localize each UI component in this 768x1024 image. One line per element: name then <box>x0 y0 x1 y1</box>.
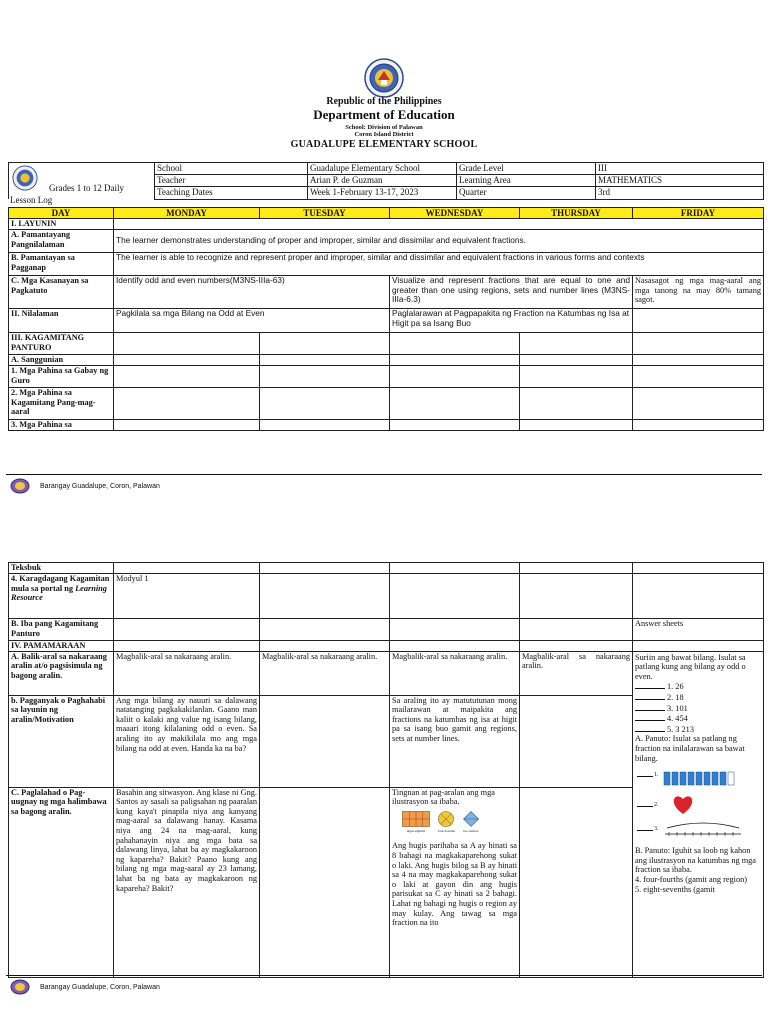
friday-part-b: B. Panuto: Iguhit sa loob ng kahon ang ilustrasyon na katumbas ng mga fraction sa ibaba. <box>635 846 756 875</box>
log-title-cell <box>9 163 155 205</box>
school-value: Guadalupe Elementary School <box>308 163 457 175</box>
grade-level-label: Grade Level <box>457 163 596 175</box>
presentation-wednesday: Tingnan at pag-aralan ang mga ilustrasyon sa ibaba. eight-eighths four-fourths two-halves Ang hugis parihaba sa A ay hinati sa 8 bahagi na magkakaparehong sukat o laki. Ang hugis bilog sa B ay hinati sa 4 na may magkakaparehong sukat o laki at gayon din ang hugis parisukat sa C ay hinati sa 2 bahagi. Lahat ng bahagi ng hugis o region ay may kulay. Ang tawag sa mga fraction na ito <box>390 787 520 977</box>
dates-value: Week 1-February 13-17, 2023 <box>308 187 457 199</box>
learning-area-label: Learning Area <box>457 175 596 187</box>
balik-aral-label: A. Balik-aral sa nakaraang aralin at/o pagsisimula ng bagong aralin. <box>9 651 114 695</box>
content-standard: The learner demonstrates understanding of proper and improper, similar and dissimilar and equivalent fractions. <box>114 230 764 253</box>
info-table <box>8 162 764 205</box>
friday-b5: 5. eight-sevenths (gamit <box>635 884 715 894</box>
paglalahad-label: C. Paglalahad o Pag-uugnay ng mga halimbawa sa bagong aralin. <box>9 787 114 977</box>
list-item: 5. 3 213 <box>635 724 761 735</box>
dll-table-page1 <box>8 207 764 431</box>
deped-seal-icon <box>364 58 404 98</box>
quarter-label: Quarter <box>457 187 596 199</box>
footer-2 <box>10 979 160 995</box>
pamantayang-label: A. Pamantayang Pangnilalaman <box>9 230 114 253</box>
monday-header: MONDAY <box>114 208 260 219</box>
review-thursday: Magbalik-aral sa nakaraang aralin. <box>520 651 633 695</box>
learning-area-value: MATHEMATICS <box>596 175 764 187</box>
circle-fraction-icon <box>438 811 454 827</box>
teksbuk-cont-label: Teksbuk <box>9 563 114 574</box>
school-title: GUADALUPE ELEMENTARY SCHOOL <box>290 139 478 150</box>
content-monday: Pagkilala sa mga Bilang na Odd at Even <box>114 309 390 333</box>
list-item: 2. 18 <box>635 692 761 703</box>
teacher-value: Arian P. de Guzman <box>308 175 457 187</box>
kasanayan-label: C. Mga Kasanayan sa Pagkatuto <box>9 276 114 309</box>
motivation-wednesday: Sa araling ito ay matututunan mong mailarawan at maipakita ang fractions na katumbas ng isa at higit pa sa isang buo gamit ang regions, sets at number lines. <box>390 695 520 787</box>
presentation-monday: Basahin ang sitwasyon. Ang klase ni Gng. Santos ay sasali sa paligsahan ng paaralan kung kaya't pinapila niya ang kanyang mag-aaral sa dalawang hanay. Kasama niya ang 24 na mag-aaral, kung pahahanayin niya ang mga bata sa dalawang linya, lahat ba ay magkakaroon ng kapareha? Bakit? Paano kung ang bilang ng mga mag-aaral ay 23 lamang, lahat ba ng bata ay magkakaroon ng kapareha? Bakit? <box>114 787 260 977</box>
footer-address: Barangay Guadalupe, Coron, Palawan <box>40 482 160 490</box>
thursday-header: THURSDAY <box>520 208 633 219</box>
district-text: Coron Island District <box>354 131 414 138</box>
school-label: School <box>155 163 308 175</box>
day-header: DAY <box>9 208 114 219</box>
motivation-monday: Ang mga bilang ay nauuri sa dalawang natatanging pagkakakilanlan. Gaano man kaliit o kalaki ang value ng isang bilang, maaari itong kilalaning odd o even. Sa araling ito ay makikilala mo ang mga bilang na odd at even. Handa ka na ba? <box>114 695 260 787</box>
bottles-illustration-icon <box>663 766 735 786</box>
review-wednesday: Magbalik-aral sa nakaraang aralin. <box>390 651 520 695</box>
page-one <box>0 0 768 500</box>
competency-wednesday: Visualize and represent fractions that are equal to one and greater than one using regions, sets and number lines (M3NS-IIIa-6.3) <box>390 276 633 309</box>
friday-assessment: Suriin ang bawat bilang. Isulat sa patlang kung ang bilang ay odd o even. 1. 26 2. 18 3. 101 4. 454 5. 3 213 A. Panuto: Isulat sa patlang ng fraction na inilalarawan sa bawat bilang. 1. 2. 3. B. Panuto: Iguhit sa loob ng kahon ang ilustrasyon na katumbas ng mga fraction sa ibaba. 4. four-fourths (gamit ang region) 5. eight-sevenths (gamit <box>633 651 764 977</box>
footer <box>10 478 160 494</box>
nilalaman-label: II. Nilalaman <box>9 309 114 333</box>
kagamitan-label: III. KAGAMITANG PANTURO <box>9 333 114 355</box>
review-tuesday: Magbalik-aral sa nakaraang aralin. <box>260 651 390 695</box>
fraction-illustrations: eight-eighths four-fourths two-halves <box>402 811 517 834</box>
mag-aaral-label: 2. Mga Pahina sa Kagamitang Pang-mag-aaral <box>9 388 114 420</box>
number-line-icon <box>663 820 743 844</box>
content-wednesday: Paglalarawan at Pagpapakita ng Fraction na Katumbas ng Isa at Higit pa sa Isang Buo <box>390 309 633 333</box>
school-logo-icon <box>10 979 30 995</box>
rectangle-fraction-icon <box>402 811 430 827</box>
division-text: School: Division of Palawan <box>345 124 423 131</box>
guro-label: 1. Mga Pahina sa Gabay ng Guro <box>9 366 114 388</box>
friday-header: FRIDAY <box>633 208 764 219</box>
teksbuk-label: 3. Mga Pahina sa <box>9 420 114 431</box>
wednesday-header: WEDNESDAY <box>390 208 520 219</box>
republic-text: Republic of the Philippines <box>326 96 442 107</box>
school-logo-icon <box>10 478 30 494</box>
sanggunian-label: A. Sanggunian <box>9 355 114 366</box>
heart-icon <box>671 792 695 816</box>
deped-logo-icon <box>12 165 38 191</box>
dll-table-page2 <box>8 562 764 978</box>
answer-list <box>635 681 761 734</box>
log-title-2: Lesson Log <box>10 195 53 205</box>
karagdagang-label: 4. Karagdagang Kagamitan mula sa portal ng Learning Resource <box>9 574 114 619</box>
list-item: 1. 26 <box>635 681 761 692</box>
pamamaraan-label: IV. PAMAMARAAN <box>9 641 114 652</box>
performance-standard: The learner is able to recognize and represent proper and improper, similar and dissimilar and equivalent fractions in various forms and contexts <box>114 253 764 276</box>
competency-monday: Identify odd and even numbers(M3NS-IIIa-63) <box>114 276 390 309</box>
square-fraction-icon <box>463 811 479 827</box>
layunin-label: I. LAYUNIN <box>9 219 114 230</box>
friday-part-a: A. Panuto: Isulat sa patlang ng fraction na inilalarawan sa bawat bilang. <box>635 734 745 763</box>
list-item: 3. 101 <box>635 703 761 714</box>
grade-level-value: III <box>596 163 764 175</box>
log-title: Grades 1 to 12 Daily <box>49 183 124 193</box>
page-two <box>0 500 768 1024</box>
teacher-label: Teacher <box>155 175 308 187</box>
pagganyak-label: b. Pagganyak o Paghahabi sa layunin ng aralin/Motivation <box>9 695 114 787</box>
tuesday-header: TUESDAY <box>260 208 390 219</box>
answer-sheets: Answer sheets <box>633 619 764 641</box>
list-item: 4. 454 <box>635 713 761 724</box>
iba-pang-label: B. Iba pang Kagamitang Panturo <box>9 619 114 641</box>
footer-address-2: Barangay Guadalupe, Coron, Palawan <box>40 983 160 991</box>
review-monday: Magbalik-aral sa nakaraang aralin. <box>114 651 260 695</box>
footer-divider-2 <box>6 975 762 976</box>
footer-divider <box>6 474 762 475</box>
quarter-value: 3rd <box>596 187 764 199</box>
department-title: Department of Education <box>313 107 455 122</box>
friday-b4: 4. four-fourths (gamit ang region) <box>635 874 748 884</box>
dates-label: Teaching Dates <box>155 187 308 199</box>
performance-label: B. Pamantayan sa Pagganap <box>9 253 114 276</box>
modyul-monday: Modyul 1 <box>114 574 260 619</box>
competency-friday: Nasasagot ng mga mag-aaral ang mga tanong na may 80% tamang sagot. <box>633 276 764 309</box>
friday-instruction: Suriin ang bawat bilang. Isulat sa patlang kung ang bilang ay odd o even. <box>635 652 746 681</box>
